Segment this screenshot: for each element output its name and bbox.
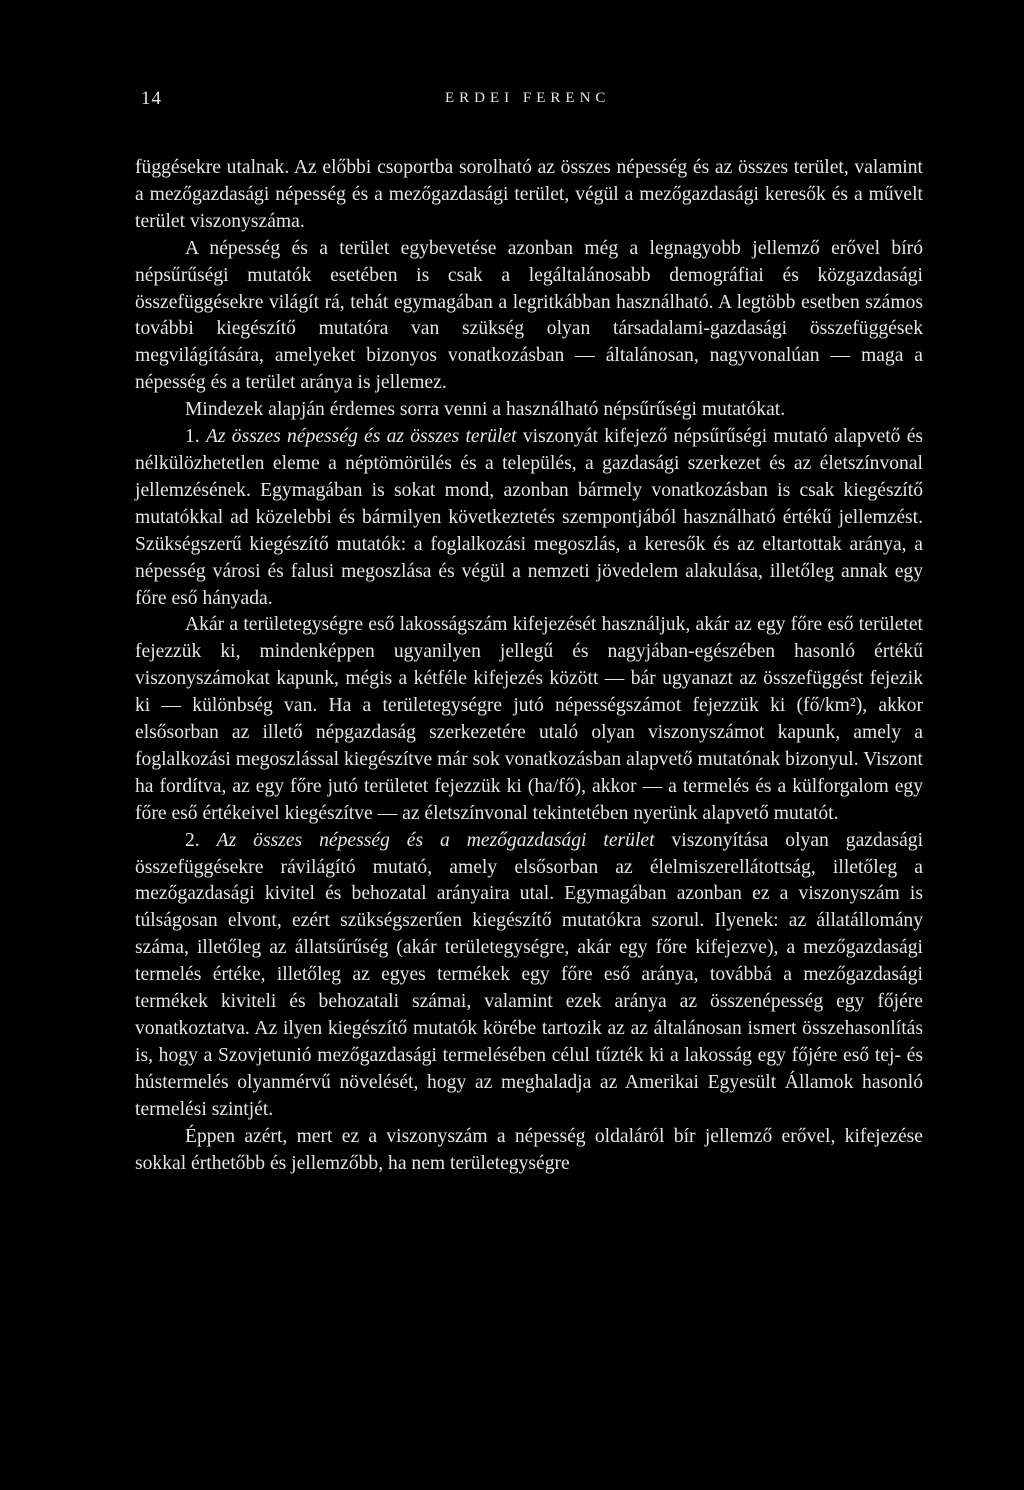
text-run: Mindezek alapján érdemes sorra venni a használható népsűrűségi mutatókat. [185,399,786,421]
text-run: A népesség és a terület egybevetése azonban még a legnagyobb jellemző erővel bíró népsűrűségi mutatók esetében is csak a legáltalánosabb demográfiai és közgazdasági összefüggésekre világít rá, tehát egymagában a legritkábban használható. A legtöbb esetben számos további kiegészítő mutatóra van szükség olyan társadalami-gazdasági összefüggések megvilágítására, amelyeket bizonyos vonatkozásban — általánosan, nagyvonalúan — maga a népesség és a terület aránya is jellemez. [135,237,923,394]
body-text [135,155,923,1177]
text-run: függésekre utalnak. Az előbbi csoportba sorolható az összes népesség és az összes terület, valamint a mezőgazdasági népesség és a mezőgazdasági terület, végül a mezőgazdasági keresők és a művelt terület viszonyszáma. [135,157,923,232]
text-run: 2. [185,829,217,851]
italic-phrase: Az összes népesség és az összes terület [205,426,517,448]
page-header [135,88,923,118]
paragraph [135,155,923,236]
text-run: viszonyítása olyan gazdasági összefüggésekre rávilágító mutató, amely elsősorban az élelmiszerellátottság, illetőleg a mezőgazdasági kivitel és behozatal arányaira utal. Egymagában azonban ez a viszonyszám is túlságosan elvont, ezért szükségszerűen kiegészítő mutatókra szorul. Ilyenek: az állatállomány száma, illetőleg az állatsűrűség (akár területegységre, akár egy főre kifejezve), a mezőgazdasági termelés értéke, illetőleg az egyes termékek egy főre eső aránya, továbbá a mezőgazdasági termékek kiviteli és behozatali számai, valamint ezek aránya az összenépesség egy főjére vonatkoztatva. Az ilyen kiegészítő mutatók körébe tartozik az az általánosan ismert összehasonlítás is, hogy a Szovjetunió mezőgazdasági termelésében célul tűzték ki a lakosság egy főjére eső tej- és hústermelés olyanmérvű növelését, hogy az meghaladja az Amerikai Egyesült Államok hasonló termelési szintjét. [135,829,924,1120]
paragraph [135,828,923,1124]
paragraph [135,424,923,612]
text-run: 1. [185,426,206,448]
book-page [135,88,923,1177]
page-number: 14 [141,88,162,109]
paragraph [135,236,923,397]
text-run: Akár a területegységre eső lakosságszám kifejezését használjuk, akár az egy főre eső területet fejezzük ki, mindenképpen ugyanilyen jellegű és nagyjában-egészében hasonló értékű viszonyszámokat kapunk, mégis a kétféle kifejezés között — bár ugyanazt az összefüggést fejezik ki — különbség van. Ha a területegységre jutó népességszámot fejezzük ki (fő/km²), akkor elsősorban az illető népgazdaság szerkezetére utaló olyan viszonyszámot kapunk, amely a foglalkozási megoszlással kiegészítve már sok vonatkozásban alapvető mutatónak bizonyul. Viszont ha fordítva, az egy főre jutó területet fejezzük ki (ha/fő), akkor — a termelés és a külforgalom egy főre eső értékeivel kiegészítve — az életszínvonal tekintetében nyerünk alapvető mutatót. [135,614,923,824]
paragraph [135,612,923,827]
italic-phrase: Az összes népesség és a mezőgazdasági terület [216,829,655,851]
text-run: Éppen azért, mert ez a viszonyszám a népesség oldaláról bír jellemző erővel, kifejezése sokkal érthetőbb és jellemzőbb, ha nem területegységre [135,1125,923,1174]
running-head: ERDEI FERENC [445,90,611,106]
text-run: viszonyát kifejező népsűrűségi mutató alapvető és nélkülözhetetlen eleme a néptömörülés és a település, a gazdasági szerkezet és az életszínvonal jellemzésének. Egymagában is sokat mond, azonban bármely vonatkozásban is csak kiegészítő mutatókkal ad közelebbi és bármilyen következtetés szempontjából használható értékű jellemzést. Szükségszerű kiegészítő mutatók: a foglalkozási megoszlás, a keresők és az eltartottak aránya, a népesség városi és falusi megoszlása és végül a nemzeti jövedelem alakulása, illetőleg annak egy főre eső hányada. [135,426,924,609]
paragraph [135,1124,923,1178]
paragraph [135,397,923,424]
